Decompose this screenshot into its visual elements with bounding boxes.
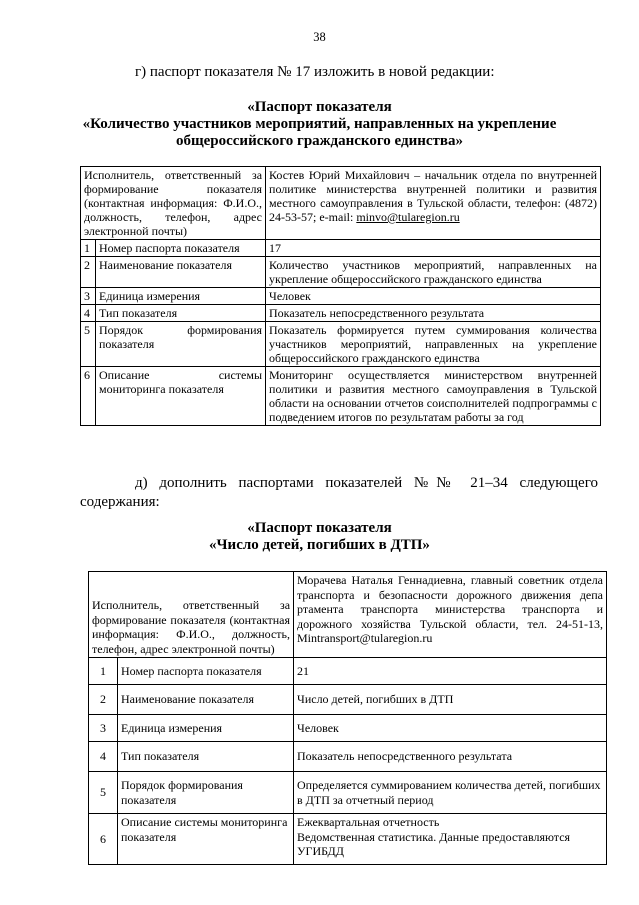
row-label: Единица измерения (96, 288, 266, 305)
row-number: 3 (81, 288, 96, 305)
row-label: Номер паспорта показателя (96, 240, 266, 257)
email-link[interactable]: minvo@tularegion.ru (356, 210, 460, 224)
row-value: 21 (294, 658, 607, 685)
row-value: Количество участников мероприятий, направленных на укрепление общероссийского гражданского единства (266, 257, 601, 288)
row-label: Описание системы мониторинга показателя (118, 814, 294, 865)
table-row (81, 367, 601, 426)
row-value: Человек (294, 715, 607, 742)
responsible-label: Исполнитель, ответственный за формирование показателя (контактная информация: Ф.И.О., должность, телефон, адрес электронной почты) (89, 572, 294, 658)
passport-17-title (60, 99, 579, 150)
row-label: Тип показателя (118, 742, 294, 772)
row-number: 2 (81, 257, 96, 288)
row-value: Определяется суммированием количества детей, погибших в ДТП за отчетный период (294, 772, 607, 814)
table-row (89, 742, 607, 772)
row-number: 4 (81, 305, 96, 322)
row-number: 5 (81, 322, 96, 367)
table-row (89, 814, 607, 865)
table-row (81, 257, 601, 288)
row-value: Показатель непосредственного результата (294, 742, 607, 772)
table-row (89, 572, 607, 658)
row-number: 1 (89, 658, 118, 685)
table-row (89, 715, 607, 742)
row-label: Единица измерения (118, 715, 294, 742)
row-number: 6 (81, 367, 96, 426)
passport-17-title-line3: общероссийского гражданского единства» (175, 133, 464, 149)
intro-paragraph-d-line1: д) дополнить паспортами показателей №№ 21–34 следующего (135, 475, 598, 491)
monitoring-line2: Ведомственная статистика. Данные предоставляются УГИБДД (297, 829, 571, 858)
row-number: 5 (89, 772, 118, 814)
row-number: 3 (89, 715, 118, 742)
responsible-text: Костев Юрий Михайлович – начальник отдела по внутренней политике министерства внутренней политики и развития местного самоуправления в Тульской области, телефон: (4872) 24-53-57; e-mail: (269, 168, 598, 224)
responsible-value: Морачева Наталья Геннадиевна, главный советник отдела транспорта и безопасности дорожного движения депа ртамента транспорта министерства транспорта и дорожного хозяйства Тульской области, тел. 24-51-13, Mintransport@tularegion.ru (294, 572, 607, 658)
row-label: Описание системы мониторинга показателя (96, 367, 266, 426)
table-row (89, 772, 607, 814)
passport-17-title-line1: «Паспорт показателя (247, 99, 392, 115)
intro-paragraph-g: г) паспорт показателя № 17 изложить в новой редакции: (135, 64, 495, 80)
row-value: Показатель формируется путем суммирования количества участников мероприятий, направленных на укрепление общероссийского гражданского единства (266, 322, 601, 367)
row-label: Порядок формирования показателя (96, 322, 266, 367)
table-row (81, 167, 601, 240)
table-row (81, 322, 601, 367)
page-number: 38 (313, 30, 326, 44)
intro-paragraph-d-line2: содержания: (80, 494, 160, 510)
row-number: 2 (89, 685, 118, 715)
monitoring-line1: Ежеквартальная отчетность (297, 815, 440, 829)
responsible-label: Исполнитель, ответственный за формирование показателя (контактная информация: Ф.И.О., должность, телефон, адрес электронной почты) (81, 167, 266, 240)
passport-17-title-line2: «Количество участников мероприятий, направленных на укрепление (82, 116, 557, 132)
row-value: 17 (266, 240, 601, 257)
row-value: Показатель непосредственного результата (266, 305, 601, 322)
table-row (81, 305, 601, 322)
table-row (89, 658, 607, 685)
passport-21-title (60, 520, 579, 554)
row-number: 4 (89, 742, 118, 772)
passport-21-title-line1: «Паспорт показателя (247, 520, 392, 536)
row-label: Порядок формирования показателя (118, 772, 294, 814)
row-value (294, 814, 607, 865)
row-label: Тип показателя (96, 305, 266, 322)
row-value: Человек (266, 288, 601, 305)
row-label: Наименование показателя (96, 257, 266, 288)
row-label: Номер паспорта показателя (118, 658, 294, 685)
row-value: Число детей, погибших в ДТП (294, 685, 607, 715)
row-number: 1 (81, 240, 96, 257)
table-row (89, 685, 607, 715)
row-label: Наименование показателя (118, 685, 294, 715)
row-value: Мониторинг осуществляется министерством внутренней политики и развития местного самоуправления в Тульской области на основании отчетов соисполнителей подпрограммы с подведением итогов по результатам работы за год (266, 367, 601, 426)
passport-17-table (80, 166, 601, 426)
passport-21-title-line2: «Число детей, погибших в ДТП» (209, 537, 430, 553)
responsible-value (266, 167, 601, 240)
passport-21-table (88, 571, 607, 865)
table-row (81, 240, 601, 257)
row-number: 6 (89, 814, 118, 865)
table-row (81, 288, 601, 305)
